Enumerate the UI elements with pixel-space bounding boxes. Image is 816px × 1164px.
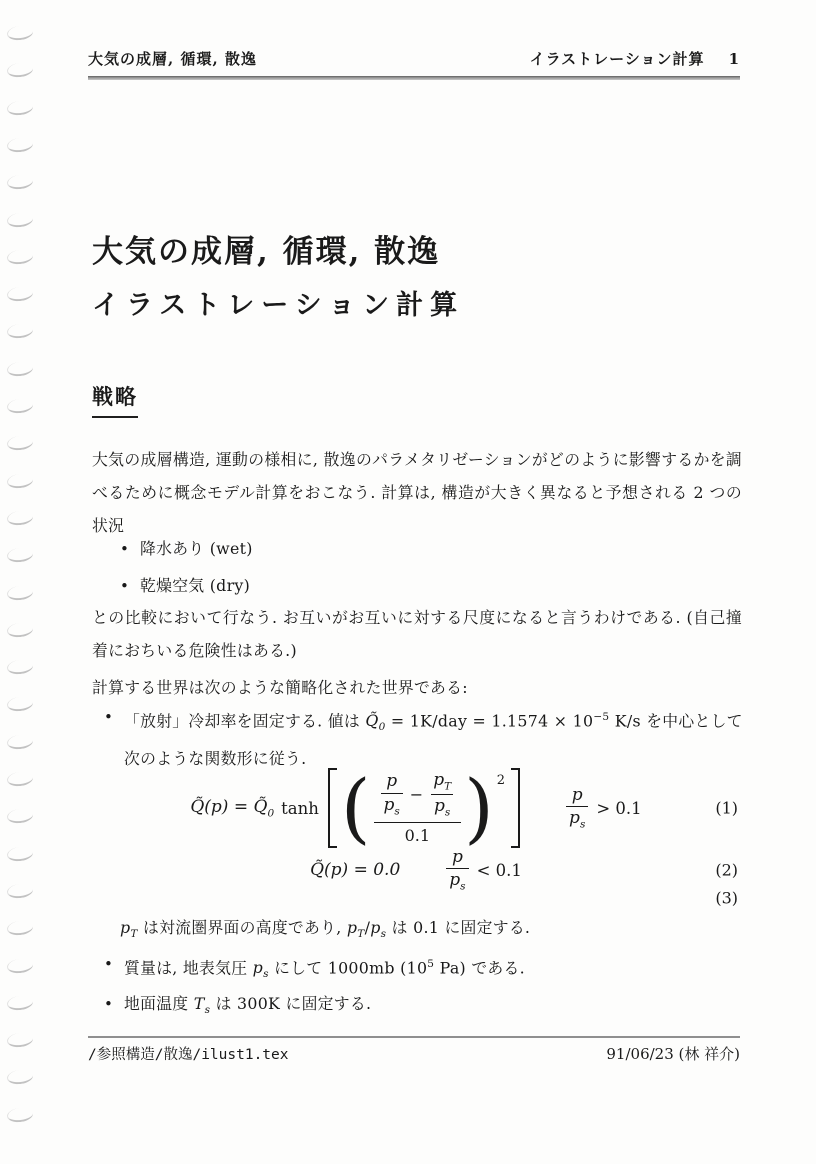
squared-exponent: 2 — [496, 773, 506, 789]
paragraph-world: 計算する世界は次のような簡略化された世界である: — [92, 678, 468, 697]
bullet-icon: • — [120, 540, 130, 558]
list-item-dry — [120, 574, 253, 598]
binding-hole-mark — [6, 62, 34, 79]
math-Q0: $Q̃_0$ — [365, 711, 386, 734]
binding-hole-mark — [6, 1032, 34, 1049]
main-fraction-denominator: 0.1 — [374, 822, 462, 845]
binding-hole-mark — [6, 584, 34, 601]
footer-file-path: /参照構造/散逸/ilust1.tex — [88, 1047, 289, 1063]
binding-hole-mark — [6, 920, 34, 937]
math-ps: $p_s$ — [252, 958, 269, 981]
binding-hole-mark — [6, 472, 34, 489]
header-rule — [88, 76, 740, 80]
tanh-operator: tanh — [281, 798, 319, 818]
math-pT: $p_T$ — [120, 918, 138, 941]
bullet-icon: • — [104, 708, 114, 726]
equation-3 — [92, 884, 740, 912]
binding-hole-mark — [6, 248, 34, 265]
binding-hole-mark — [6, 509, 34, 526]
binding-hole-mark — [6, 845, 34, 862]
list-item-mass-text: 質量は, 地表気圧 $p_s$ にして 1000mb ($10^5$ Pa) である. — [124, 958, 525, 981]
bullet-icon: • — [120, 577, 130, 595]
equation-1-number: (1) — [715, 798, 738, 818]
binding-hole-mark — [6, 174, 34, 191]
math-pT-over-ps: $p_T/p_s$ — [346, 918, 387, 941]
math-exponent: 5 — [427, 958, 435, 970]
bullet-icon: • — [104, 995, 114, 1013]
binding-hole-mark — [6, 286, 34, 303]
paragraph-comparison: との比較において行なう. お互いがお互いに対する尺度になると言うわけである. (自己撞着におちいる危険性はある.) — [92, 608, 742, 660]
condition-fraction: p $p_s$ — [566, 786, 588, 831]
header-right-group — [530, 48, 740, 69]
binding-hole-mark — [6, 435, 34, 452]
bullet-icon: • — [104, 955, 114, 973]
header-section-title: イラストレーション計算 — [529, 50, 705, 68]
document-title — [92, 226, 464, 322]
binding-hole-mark — [6, 547, 34, 564]
footer-date-author: 91/06/23 (林 祥介) — [606, 1045, 740, 1063]
title-line-2: イラストレーション計算 — [92, 290, 465, 321]
paragraph-tropopause: $p_T$ は対流圏界面の高度であり, $p_T/p_s$ は 0.1 に固定する. — [120, 918, 531, 941]
binding-hole-mark — [6, 397, 34, 414]
binding-hole-mark — [6, 659, 34, 676]
binding-hole-mark — [6, 770, 34, 787]
binding-hole-mark — [6, 136, 34, 153]
main-fraction — [374, 771, 462, 845]
footer-rule — [88, 1036, 740, 1038]
binding-hole-mark — [6, 99, 34, 116]
left-square-bracket — [328, 768, 337, 848]
binding-hole-mark — [6, 1069, 34, 1086]
paragraph-intro: 大気の成層構造, 運動の様相に, 散逸のパラメタリゼーションがどのように影響するかを調べるために概念モデル計算をおこなう. 計算は, 構造が大きく異なると予想される 2 つの状況 — [92, 450, 742, 535]
list-item-radiation-text: 「放射」冷却率を固定する. 値は $Q̃_0 = 1K/day = 1.1574 \times 10^{-5}$ K/s を中心として次のような関数形に従う. — [124, 711, 743, 769]
main-fraction-numerator — [374, 771, 462, 822]
math-exponent: −5 — [593, 711, 610, 723]
header-running-title: 大気の成層, 循環, 散逸 — [88, 50, 257, 68]
equation-1-body: Q̃(p) = $Q̃_0$ tanh ( p $p_s$ − $\frac{p_T}{p_s}$ 0.1 ) 2 p $p_s$ > 0.1 — [190, 763, 642, 852]
binding-hole-mark — [6, 621, 34, 638]
equation-2-lhs: Q̃(p) = 0.0 — [310, 860, 401, 880]
fraction-p-over-ps: p $p_s$ — [381, 772, 403, 817]
list-item-wet — [120, 537, 253, 561]
minus-sign: − — [409, 785, 424, 804]
equation-2-number: (2) — [715, 860, 738, 880]
list-item-mass — [104, 951, 750, 987]
condition-fraction: p $p_s$ — [446, 848, 468, 893]
list-item-temperature-text: 地面温度 $T_s$ は 300K に固定する. — [124, 994, 372, 1017]
right-square-bracket — [511, 768, 520, 848]
binding-hole-mark — [6, 733, 34, 750]
page-footer — [88, 1043, 740, 1064]
binding-hole-mark — [6, 211, 34, 228]
fraction-pT-over-ps: $\frac{p_T}{p_s}$ — [430, 771, 454, 818]
binding-holes-rail — [0, 0, 44, 1164]
binding-hole-mark — [6, 882, 34, 899]
binding-hole-mark — [6, 994, 34, 1011]
page-header — [88, 48, 740, 78]
math-Ts: $T_s$ — [193, 994, 211, 1017]
equation-1-condition — [566, 786, 642, 831]
list-item-wet-label: 降水あり (wet) — [140, 539, 253, 558]
binding-hole-mark — [6, 1106, 34, 1123]
binding-hole-mark — [6, 24, 34, 41]
list-item-dry-label: 乾燥空気 (dry) — [140, 576, 251, 595]
list-item-temperature — [104, 991, 750, 1023]
condition-relation: < 0.1 — [476, 860, 522, 880]
case-list — [120, 537, 253, 611]
equation-1-lhs: Q̃(p) = $Q̃_0$ — [190, 796, 275, 820]
binding-hole-mark — [6, 808, 34, 825]
page-number: 1 — [728, 50, 740, 68]
binding-hole-mark — [6, 360, 34, 377]
binding-hole-mark — [6, 696, 34, 713]
binding-hole-mark — [6, 323, 34, 340]
equation-3-number: (3) — [715, 888, 738, 908]
condition-relation: > 0.1 — [596, 798, 642, 818]
section-heading-strategy: 戦略 — [92, 381, 138, 418]
title-line-1: 大気の成層, 循環, 散逸 — [92, 234, 441, 270]
binding-hole-mark — [6, 957, 34, 974]
